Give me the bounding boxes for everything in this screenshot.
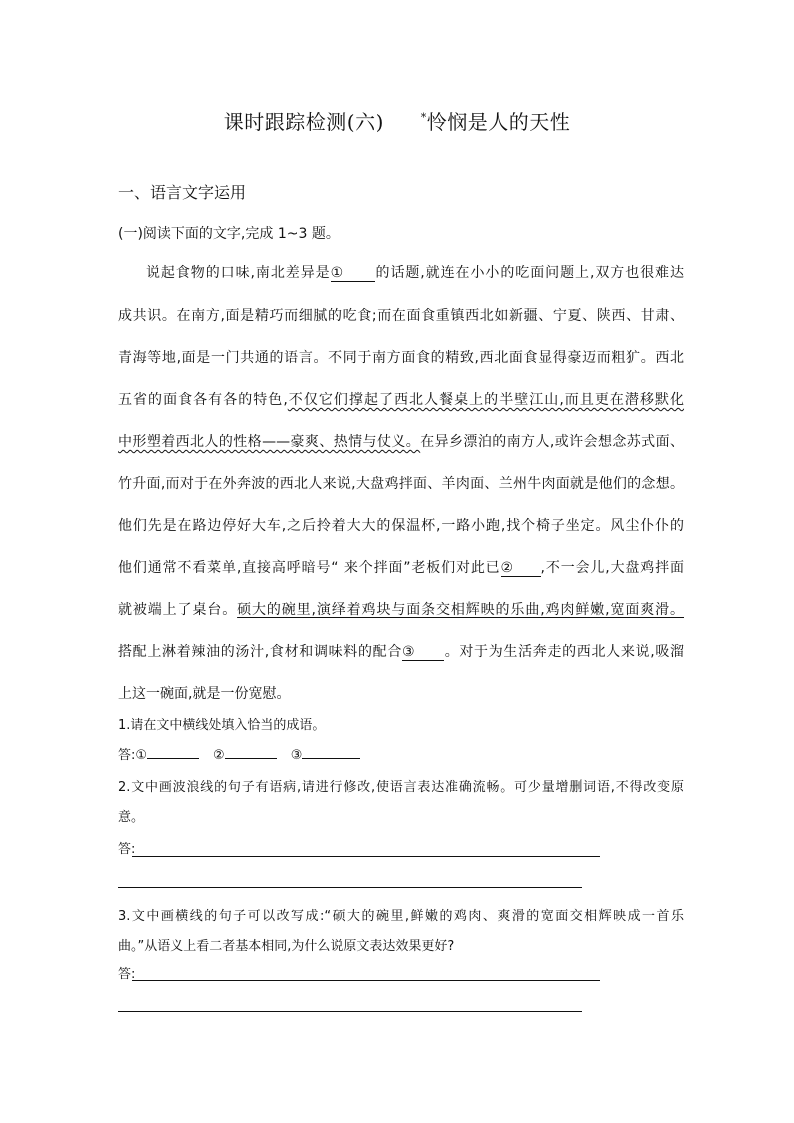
wavy-sentence: 不仅它们撑起了西北人餐桌上的半壁江山,而且更在潜移默化: [287, 392, 685, 408]
answer-line[interactable]: [132, 980, 600, 981]
question-2: 2.文中画波浪线的句子有语病,请进行修改,使语言表达准确流畅。可少量增删词语,不得改变原: [118, 780, 684, 795]
passage-line: 中形塑着西北人的性格——豪爽、热情与仗义。在异乡漂泊的南方人,或许会想念苏式面、: [118, 434, 685, 450]
answer-line-2[interactable]: [225, 746, 277, 759]
title-star: *: [420, 111, 427, 124]
section-heading: 一、语言文字运用: [118, 183, 247, 202]
wavy-sentence: 中形塑着西北人的性格——豪爽、热情与仗义。: [118, 434, 421, 450]
blank-3[interactable]: ③: [402, 644, 444, 661]
blank-1[interactable]: ①: [331, 265, 375, 282]
answer-line-1[interactable]: [147, 746, 199, 759]
passage-line: 竹升面,而对于在外奔波的西北人来说,大盘鸡拌面、羊肉面、兰州牛肉面就是他们的念想。: [118, 476, 684, 492]
passage-line: 成共识。在南方,面是精巧而细腻的吃食;而在面食重镇西北如新疆、宁夏、陕西、甘肃、: [118, 308, 684, 324]
question-2-answer-label: 答:: [118, 842, 136, 857]
question-3: 3.文中画横线的句子可以改写成:“硕大的碗里,鲜嫩的鸡肉、爽滑的宽面交相辉映成一首乐: [118, 909, 684, 924]
answer-line[interactable]: [132, 856, 600, 857]
question-3-cont: 曲。”从语义上看二者基本相同,为什么说原文表达效果更好?: [118, 939, 455, 954]
question-1-answer-row: 答:① ② ③: [118, 746, 360, 766]
underlined-sentence: 硕大的碗里,演绎着鸡块与面条交相辉映的乐曲,鸡肉鲜嫩,宽面爽滑。: [237, 602, 684, 618]
page-title: [0, 104, 794, 136]
passage-line: 就被端上了桌台。硕大的碗里,演绎着鸡块与面条交相辉映的乐曲,鸡肉鲜嫩,宽面爽滑。: [118, 602, 684, 618]
answer-line[interactable]: [118, 1011, 582, 1012]
passage-line: 他们通常不看菜单,直接高呼暗号“ 来个拌面”老板们对此已② ,不一会儿,大盘鸡拌面: [118, 560, 684, 576]
blank-2[interactable]: ②: [501, 560, 541, 577]
title-main: 课时跟踪检测(六): [223, 110, 384, 134]
question-2-cont: 意。: [118, 810, 145, 825]
passage-line: 搭配上淋着辣油的汤汁,食材和调味料的配合③ 。对于为生活奔走的西北人来说,吸溜: [118, 644, 684, 660]
title-subject: 怜悯是人的天性: [426, 110, 571, 134]
passage-line: 他们先是在路边停好大车,之后拎着大大的保温杯,一路小跑,找个椅子坐定。风尘仆仆的: [118, 518, 684, 534]
passage-line: 青海等地,面是一门共通的语言。不同于南方面食的精致,西北面食显得豪迈而粗犷。西北: [118, 350, 684, 366]
answer-line-3[interactable]: [302, 746, 360, 759]
passage-line: 五省的面食各有各的特色,不仅它们撑起了西北人餐桌上的半壁江山,而且更在潜移默化: [118, 392, 685, 408]
answer-label: 答:①: [118, 748, 148, 763]
question-3-answer-label: 答:: [118, 967, 136, 982]
part-heading: (一)阅读下面的文字,完成 1~3 题。: [118, 226, 340, 242]
passage-line: 上这一碗面,就是一份宽慰。: [118, 686, 291, 702]
passage-line: 说起食物的口味,南北差异是① 的话题,就连在小小的吃面问题上,双方也很难达: [146, 265, 684, 281]
answer-line[interactable]: [118, 887, 582, 888]
question-1: 1.请在文中横线处填入恰当的成语。: [118, 718, 326, 733]
